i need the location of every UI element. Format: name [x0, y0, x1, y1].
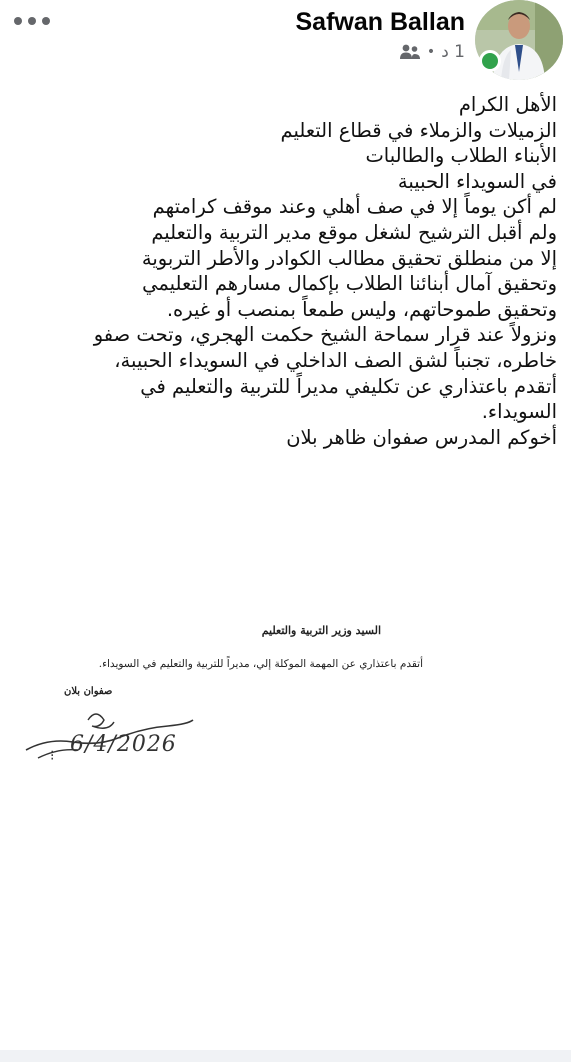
post-line: الزميلات والزملاء في قطاع التعليم	[280, 118, 557, 142]
more-dot	[42, 17, 50, 25]
post-line: في السويداء الحبيبة	[397, 169, 557, 193]
author-name[interactable]: Safwan Ballan	[295, 8, 465, 36]
post-line: أخوكم المدرس صفوان ظاهر بلان	[286, 425, 557, 449]
post-line: ونزولاً عند قرار سماحة الشيخ حكمت الهجري، وتحت صفو	[93, 323, 557, 347]
post-line: الأهل الكرام	[458, 93, 557, 116]
post-line: خاطره، تجنباً لشق الصف الداخلي في السويداء الحبيبة،	[114, 348, 557, 372]
more-dot	[28, 17, 36, 25]
handwritten-date: 6/4/2026	[70, 732, 177, 757]
post-line: وتحقيق آمال أبنائنا الطلاب بإكمال مسارهم التعليمي	[142, 272, 557, 296]
post-line: ولم أقبل الترشيح لشغل موقع مدير التربية والتعليم	[151, 220, 557, 244]
post-line: الأبناء الطلاب والطالبات	[365, 144, 557, 168]
post-line: لم أكن يوماً إلا في صف أهلي وعند موقف كرامتهم	[152, 195, 557, 219]
post-line: إلا من منطلق تحقيق مطالب الكوادر والأطر التربوية	[141, 246, 557, 270]
post-divider	[0, 1050, 571, 1062]
post-line: وتحقيق طموحاتهم، وليس طمعاً بمنصب أو غيره.	[166, 297, 557, 321]
online-status-icon	[479, 50, 501, 72]
post-line: السويداء.	[481, 400, 557, 424]
letter-heading: السيد وزير التربية والتعليم	[261, 624, 381, 637]
letter-body: أتقدم باعتذاري عن المهمة الموكلة إلي، مديراً للتربية والتعليم في السويداء.	[98, 658, 423, 670]
more-options-icon[interactable]	[14, 8, 50, 34]
post-line: أتقدم باعتذاري عن تكليفي مديراً للتربية والتعليم في	[140, 374, 557, 398]
attached-letter-image[interactable]	[0, 560, 571, 1050]
post-body	[12, 92, 557, 450]
more-dot	[14, 17, 22, 25]
handwritten-mark: ⁝	[50, 748, 55, 764]
meta-separator: •	[426, 44, 436, 60]
post-meta	[399, 40, 465, 64]
friends-icon[interactable]	[399, 43, 421, 61]
post-header	[0, 0, 571, 84]
letter-signer: صفوان بلان	[64, 686, 113, 697]
post-timestamp[interactable]: 1 د	[441, 42, 465, 62]
